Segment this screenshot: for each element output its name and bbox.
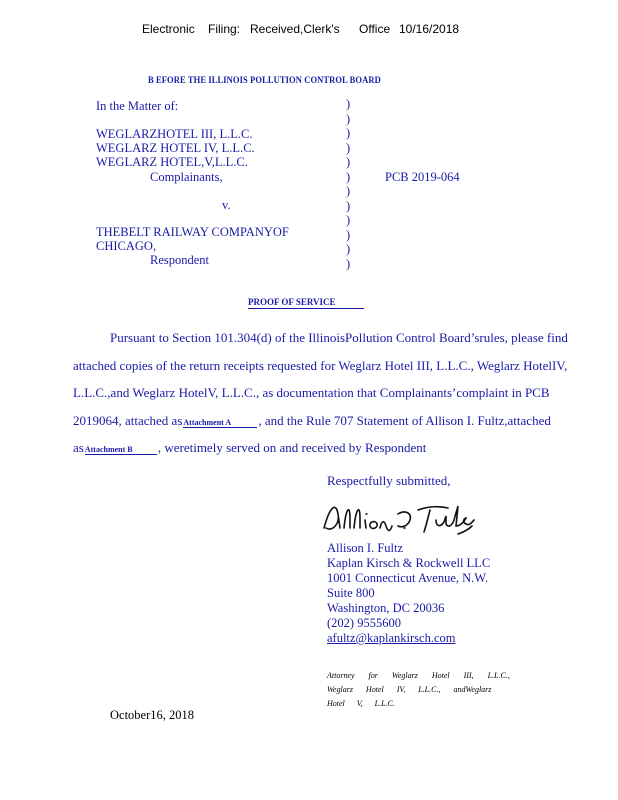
attorney-for-line-1: Attorney for Weglarz Hotel III, L.L.C., [327,671,510,680]
signer-suite: Suite 800 [327,586,375,600]
body-line-2: attached copies of the return receipts requested for Weglarz Hotel III, L.L.C., Weglarz HotelIV, [73,358,568,373]
paren: ) [346,111,351,126]
signer-name: Allison I. Fultz [327,541,404,555]
attachment-b-label: Attachment B [85,445,157,455]
document-title: PROOF OF SERVICE [248,297,364,309]
stamp-received: Received,Clerk's [250,22,340,36]
paren: ) [346,140,351,155]
signer-street: 1001 Connecticut Avenue, N.W. [327,571,489,585]
board-title: B EFORE THE ILLINOIS POLLUTION CONTROL BOARD [148,74,381,86]
caption-paren-column [346,97,350,271]
body-line-5-end: , weretimely served on and received by Respondent [157,440,427,455]
attorney-for-line-2: Weglarz Hotel IV, L.L.C., andWeglarz [327,685,492,694]
body-line-1: Pursuant to Section 101.304(d) of the IllinoisPollution Control Board’srules, please find [110,330,568,345]
caption-complainants-label: Complainants, [150,170,223,184]
signer-phone: (202) 9555600 [327,616,401,630]
attachment-a-label: Attachment A [183,418,257,428]
handwritten-signature [318,498,484,542]
caption-complainant-3: WEGLARZ HOTEL,V,L.L.C. [96,155,248,169]
paren: ) [346,227,351,242]
paren: ) [346,242,351,256]
paren: ) [346,155,351,169]
caption-respondent-label: Respondent [150,253,210,267]
caption-respondent-line-1: THEBELT RAILWAY COMPANYOF [96,225,289,239]
document-date: October16, 2018 [110,708,195,722]
signer-firm: Kaplan Kirsch & Rockwell LLC [327,556,491,570]
caption-complainant-2: WEGLARZ HOTEL IV, L.L.C. [96,141,255,155]
attorney-for-block [327,669,510,711]
closing-respectfully: Respectfully submitted, [327,473,451,488]
paren: ) [346,198,351,213]
body-line-5 [73,440,426,456]
paren: ) [346,184,351,198]
body-line-4 [73,413,551,429]
stamp-office: Office [359,22,391,36]
paren: ) [346,126,351,140]
paren: ) [346,97,351,111]
body-line-4-start: 2019064, attached as [73,413,183,428]
attorney-for-line-3: Hotel V, L.L.C. [327,699,395,708]
paren: ) [346,213,351,227]
signer-email-link[interactable]: afultz@kaplankirsch.com [327,631,456,645]
caption-versus: v. [222,198,231,212]
stamp-date: 10/16/2018 [399,22,460,36]
caption-complainant-1: WEGLARZHOTEL III, L.L.C. [96,127,253,141]
signer-city: Washington, DC 20036 [327,601,445,615]
body-line-3: L.L.C.,and Weglarz HotelV, L.L.C., as documentation that Complainants’complaint in PCB [73,385,550,400]
caption-in-the-matter: In the Matter of: [96,99,179,113]
paren: ) [346,256,351,271]
stamp-filing: Filing: [208,22,241,36]
caption-respondent-line-2: CHICAGO, [96,239,157,253]
case-number: PCB 2019-064 [385,170,460,184]
body-line-5-start: as [73,440,84,455]
paren: ) [346,169,351,184]
body-line-4-end: , and the Rule 707 Statement of Allison I. Fultz,attached [258,413,551,428]
stamp-electronic: Electronic [142,22,195,36]
signature-block [327,541,490,646]
